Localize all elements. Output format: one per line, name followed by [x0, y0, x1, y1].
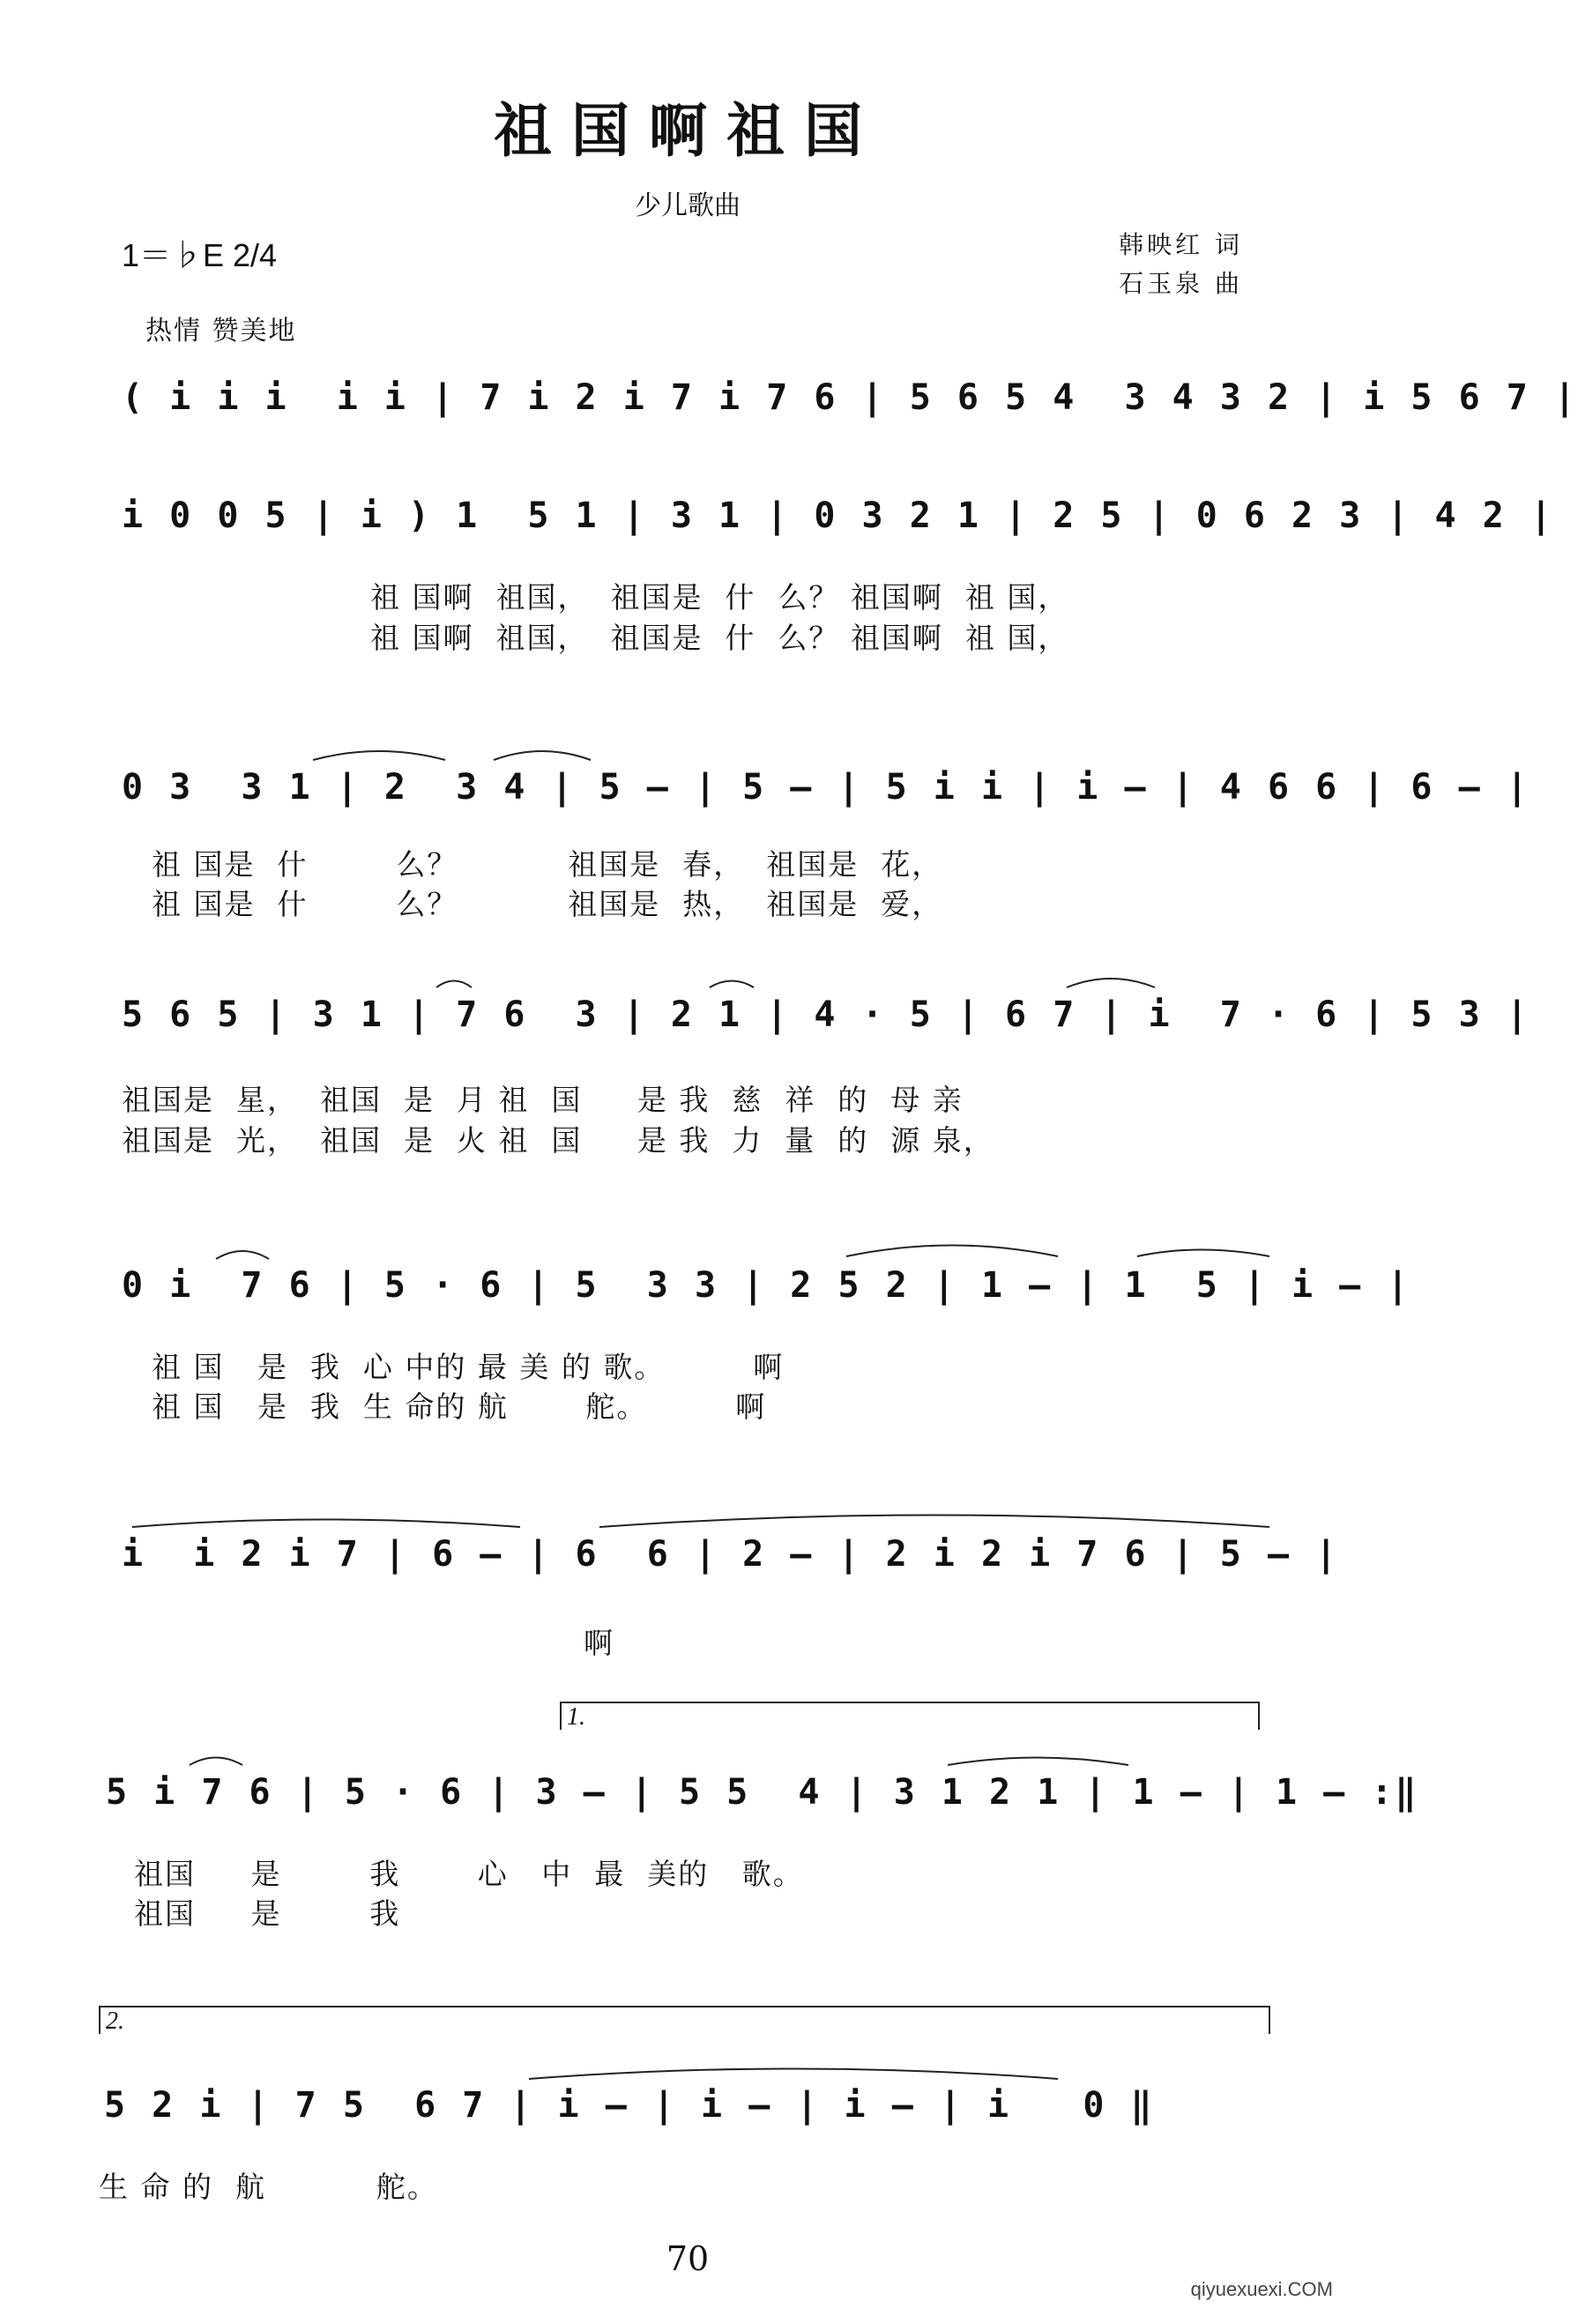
notation-system-4: 5 6 5 | 3 1 | 7 6 3 | 2 1 | 4 · 5 | 6 7 | i 7 · 6 | 5 3 | [122, 994, 1530, 1035]
notation-system-8: 5 2 i | 7 5 6 7 | i — | i — | i — | i 0 ‖ [104, 2085, 1155, 2126]
lyrics-system-4-verse-1: 祖国是 星， 祖国 是 月 祖 国 是 我 慈 祥 的 母 亲 [122, 1083, 964, 1117]
notation-system-2: i 0 0 5 | i ) 1 5 1 | 3 1 | 0 3 2 1 | 2 5 | 0 6 2 3 | 4 2 | [122, 495, 1554, 536]
lyrics-system-7-verse-2: 祖国 是 我 [134, 1896, 401, 1931]
page-number: 70 [666, 2239, 710, 2278]
song-title: 祖国啊祖国 [494, 96, 882, 165]
notation-system-6: i i 2 i 7 | 6 — | 6 6 | 2 — | 2 i 2 i 7 6 | 5 — | [122, 1534, 1340, 1575]
lyrics-system-6: 啊 [584, 1626, 614, 1660]
notation-system-5: 0 i 7 6 | 5 · 6 | 5 3 3 | 2 5 2 | 1 — | 1 5 | i — | [122, 1265, 1411, 1306]
second-ending-bracket: 2. [99, 2006, 1270, 2034]
lyrics-system-3-verse-1: 祖 国是 什 么？ 祖国是 春， 祖国是 花， [152, 847, 943, 882]
lyrics-system-4-verse-2: 祖国是 光， 祖国 是 火 祖 国 是 我 力 量 的 源 泉， [122, 1123, 994, 1158]
notation-system-7: 5 i 7 6 | 5 · 6 | 3 — | 5 5 4 | 3 1 2 1 | 1 — | 1 — :‖ [106, 1772, 1419, 1813]
lyrics-system-2-verse-1: 祖 国啊 祖国， 祖国是 什 么？ 祖国啊 祖 国， [370, 580, 1069, 615]
first-ending-bracket: 1. [560, 1702, 1260, 1730]
lyrics-system-8: 生 命 的 航 舵。 [99, 2170, 438, 2204]
lyrics-system-2-verse-2: 祖 国啊 祖国， 祖国是 什 么？ 祖国啊 祖 国， [370, 621, 1069, 655]
lyrics-system-3-verse-2: 祖 国是 什 么？ 祖国是 热， 祖国是 爱， [152, 887, 943, 921]
lyrics-system-7-verse-1: 祖国 是 我 心 中 最 美的 歌。 [134, 1857, 804, 1891]
tempo-marking: 热情 赞美地 [145, 316, 297, 346]
notation-system-3: 0 3 3 1 | 2 3 4 | 5 — | 5 — | 5 i i | i — | 4 6 6 | 6 — | [122, 767, 1530, 808]
key-signature: 1＝♭E 2/4 [122, 237, 278, 273]
composer-credit: 石玉泉 曲 [1119, 269, 1243, 298]
lyrics-system-5-verse-1: 祖 国 是 我 心 中的 最 美 的 歌。 啊 [152, 1350, 785, 1384]
lyrics-system-5-verse-2: 祖 国 是 我 生 命的 航 舵。 啊 [152, 1389, 767, 1424]
lyricist-credit: 韩映红 词 [1119, 230, 1243, 259]
song-subtitle: 少儿歌曲 [635, 190, 741, 221]
notation-system-1: ( i i i i i | 7 i 2 i 7 i 7 6 | 5 6 5 4 3 4 3 2 | i 5 6 7 | [122, 377, 1578, 418]
watermark: qiyuexuexi.COM [1190, 2278, 1333, 2300]
